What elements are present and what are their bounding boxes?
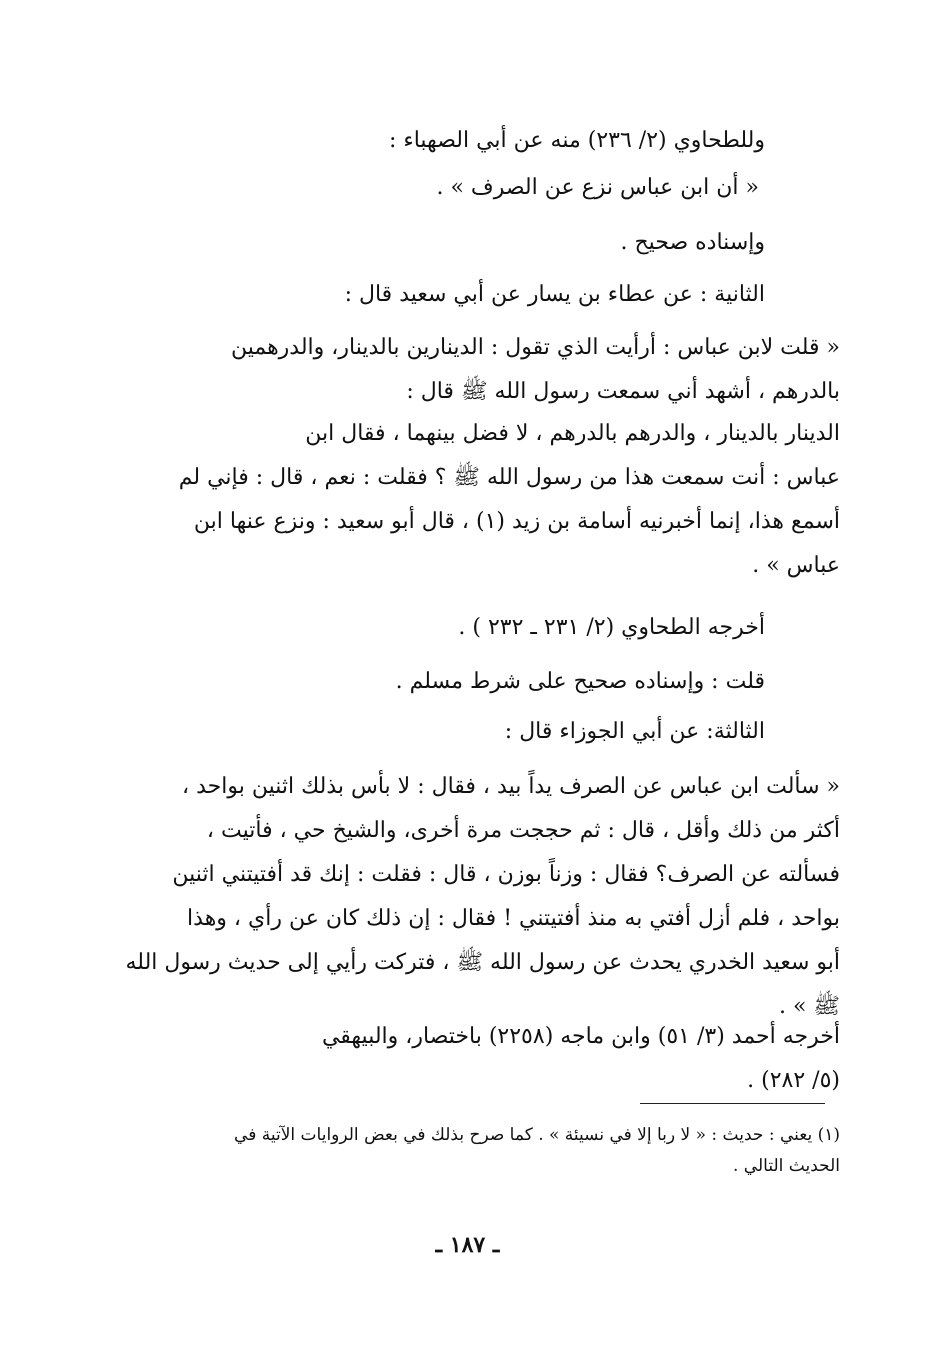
para-11 [140, 1015, 840, 1103]
text-line: « قلت لابن عباس : أرأيت الذي تقول : الدينارين بالدينار، والدرهمين [230, 335, 840, 360]
text-line: وإسناده صحيح . [620, 230, 765, 255]
text-line: قلت : وإسناده صحيح على شرط مسلم . [395, 669, 765, 694]
para-2 [436, 166, 759, 210]
para-5 [140, 326, 840, 414]
text-line: الدينار بالدينار ، والدرهم بالدرهم ، لا فضل بينهما ، فقال ابن [305, 421, 840, 446]
text-line: ﷺ » . [778, 994, 840, 1019]
page-number: ـ ١٨٧ ـ [435, 1232, 500, 1258]
footnote-line: (١) يعني : حديث : « لا ربا إلا في نسيئة » . كما صرح بذلك في بعض الروايات الآتية في [234, 1125, 840, 1145]
text-line: أسمع هذا، إنما أخبرنيه أسامة بن زيد (١) ، قال أبو سعيد : ونزع عنها ابن [193, 509, 840, 534]
text-line: فسألته عن الصرف؟ فقال : وزناً بوزن ، قال : فقلت : إنك قد أفتيتني اثنين [172, 862, 840, 887]
text-line: بالدرهم ، أشهد أني سمعت رسول الله ﷺ قال : [406, 379, 840, 404]
text-line: وللطحاوي (٢/ ٢٣٦) منه عن أبي الصهباء : [388, 128, 765, 153]
text-line: الثانية : عن عطاء بن يسار عن أبي سعيد قال : [344, 282, 765, 307]
footnote-separator [640, 1103, 825, 1104]
para-6 [140, 412, 840, 588]
para-7 [140, 606, 765, 650]
para-4 [140, 273, 765, 317]
text-line: « أن ابن عباس نزع عن الصرف » . [436, 175, 759, 200]
para-10 [125, 765, 840, 1029]
para-9 [140, 710, 765, 754]
text-line: الثالثة: عن أبي الجوزاء قال : [504, 719, 765, 744]
para-3 [140, 221, 765, 265]
text-line: أبو سعيد الخدري يحدث عن رسول الله ﷺ ، فتركت رأيي إلى حديث رسول الله [125, 950, 840, 975]
para-8 [140, 660, 765, 704]
text-line: (٥/ ٢٨٢) . [747, 1068, 840, 1093]
text-line: أخرجه الطحاوي (٢/ ٢٣١ ـ ٢٣٢ ) . [458, 615, 765, 640]
footnote-line: الحديث التالي . [733, 1156, 840, 1176]
text-line: « سألت ابن عباس عن الصرف يداً بيد ، فقال : لا بأس بذلك اثنين بواحد ، [181, 774, 840, 799]
text-line: عباس : أنت سمعت هذا من رسول الله ﷺ ؟ فقلت : نعم ، قال : فإني لم [178, 465, 840, 490]
para-1 [140, 119, 765, 163]
text-line: عباس » . [752, 553, 840, 578]
text-line: أكثر من ذلك وأقل ، قال : ثم حججت مرة أخرى، والشيخ حي ، فأتيت ، [206, 818, 840, 843]
text-line: أخرجه أحمد (٣/ ٥١) وابن ماجه (٢٢٥٨) باختصار، والبيهقي [321, 1024, 840, 1049]
text-line: بواحد ، فلم أزل أفتي به منذ أفتيتني ! فقال : إن ذلك كان عن رأي ، وهذا [187, 906, 840, 931]
footnote [140, 1120, 840, 1182]
